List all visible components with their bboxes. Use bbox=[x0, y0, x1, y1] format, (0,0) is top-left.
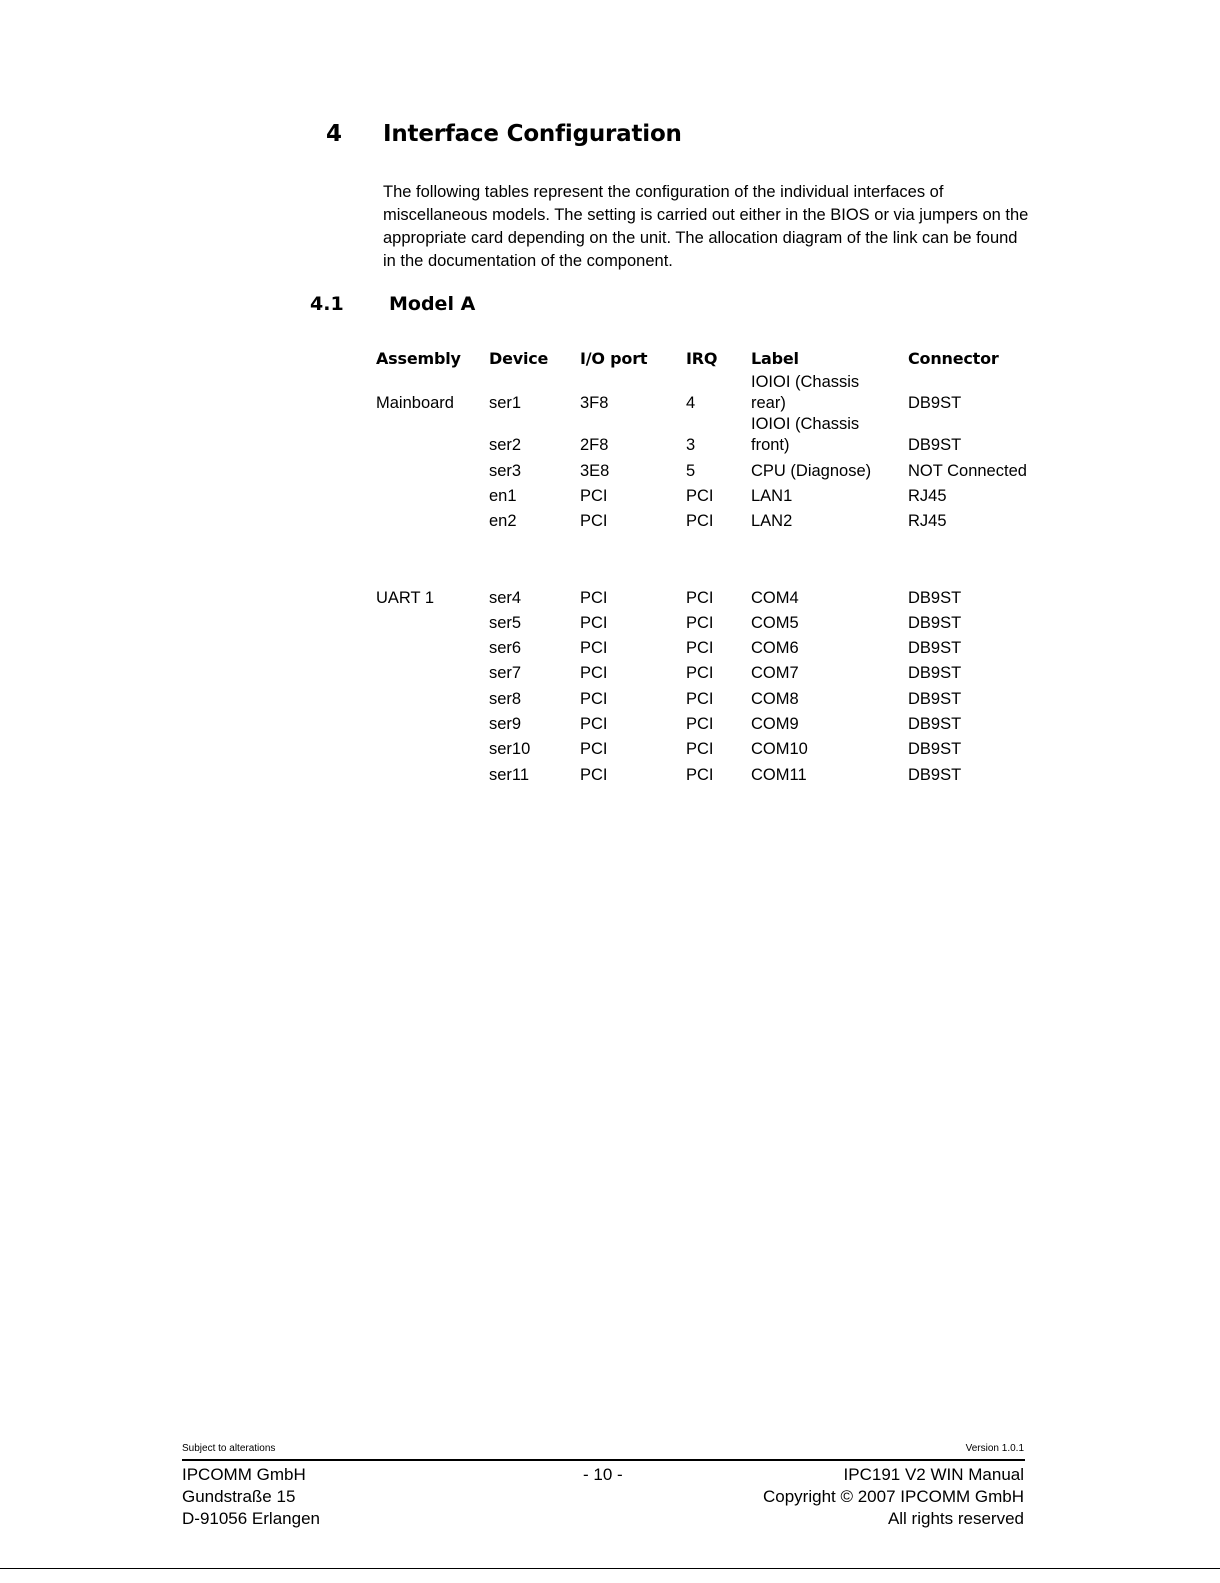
cell-io-port: PCI bbox=[580, 589, 608, 607]
cell-label: LAN1 bbox=[751, 487, 793, 505]
cell-io-port: 3E8 bbox=[580, 462, 610, 480]
cell-device: ser6 bbox=[489, 639, 522, 657]
cell-device: ser11 bbox=[489, 766, 530, 784]
cell-irq: 5 bbox=[686, 462, 696, 480]
footer-address bbox=[182, 1464, 320, 1530]
cell-device: en2 bbox=[489, 512, 517, 530]
subsection-title: Model A bbox=[389, 293, 476, 315]
cell-connector: DB9ST bbox=[908, 436, 962, 454]
header-irq: IRQ bbox=[686, 349, 718, 368]
cell-irq: PCI bbox=[686, 614, 714, 632]
cell-label-line1: IOIOI (Chassis bbox=[751, 415, 860, 433]
cell-connector: DB9ST bbox=[908, 394, 962, 412]
cell-irq: PCI bbox=[686, 639, 714, 657]
cell-irq: PCI bbox=[686, 690, 714, 708]
cell-irq: PCI bbox=[686, 715, 714, 733]
cell-device: ser8 bbox=[489, 690, 522, 708]
cell-connector: DB9ST bbox=[908, 715, 962, 733]
cell-connector: DB9ST bbox=[908, 614, 962, 632]
header-io-port: I/O port bbox=[580, 349, 648, 368]
cell-io-port: PCI bbox=[580, 766, 608, 784]
footer-copyright: Copyright © 2007 IPCOMM GmbH bbox=[763, 1487, 1024, 1506]
cell-irq: 3 bbox=[686, 436, 696, 454]
cell-label-line2: front) bbox=[751, 436, 790, 454]
cell-connector: DB9ST bbox=[908, 664, 962, 682]
cell-connector: DB9ST bbox=[908, 589, 962, 607]
section-title: Interface Configuration bbox=[383, 121, 682, 147]
cell-label-line2: rear) bbox=[751, 394, 786, 412]
cell-connector: DB9ST bbox=[908, 690, 962, 708]
cell-device: ser10 bbox=[489, 740, 531, 758]
cell-irq: PCI bbox=[686, 487, 714, 505]
header-assembly: Assembly bbox=[376, 349, 461, 368]
cell-irq: PCI bbox=[686, 664, 714, 682]
footer-city: D-91056 Erlangen bbox=[182, 1509, 320, 1528]
cell-device: en1 bbox=[489, 487, 517, 505]
cell-irq: 4 bbox=[686, 394, 696, 412]
cell-device: ser4 bbox=[489, 589, 522, 607]
cell-io-port: PCI bbox=[580, 512, 608, 530]
cell-device: ser1 bbox=[489, 394, 522, 412]
cell-io-port: PCI bbox=[580, 740, 608, 758]
footer-company: IPCOMM GmbH bbox=[182, 1465, 306, 1484]
cell-label: COM6 bbox=[751, 639, 799, 657]
cell-irq: PCI bbox=[686, 740, 714, 758]
cell-label: CPU (Diagnose) bbox=[751, 462, 872, 480]
cell-io-port: 3F8 bbox=[580, 394, 609, 412]
cell-connector: NOT Connected bbox=[908, 462, 1027, 480]
footer-street: Gundstraße 15 bbox=[182, 1487, 296, 1506]
cell-label: COM5 bbox=[751, 614, 799, 632]
cell-connector: RJ45 bbox=[908, 487, 947, 505]
page-edge-line bbox=[0, 1568, 1220, 1569]
cell-irq: PCI bbox=[686, 512, 714, 530]
cell-connector: DB9ST bbox=[908, 639, 962, 657]
cell-io-port: PCI bbox=[580, 487, 608, 505]
cell-device: ser3 bbox=[489, 462, 522, 480]
cell-io-port: PCI bbox=[580, 690, 608, 708]
cell-connector: DB9ST bbox=[908, 740, 962, 758]
cell-io-port: PCI bbox=[580, 639, 608, 657]
cell-label: COM4 bbox=[751, 589, 799, 607]
header-device: Device bbox=[489, 349, 549, 368]
cell-io-port: PCI bbox=[580, 715, 608, 733]
footer-manual-title: IPC191 V2 WIN Manual bbox=[843, 1465, 1024, 1484]
cell-irq: PCI bbox=[686, 589, 714, 607]
cell-label: COM7 bbox=[751, 664, 799, 682]
cell-label: COM8 bbox=[751, 690, 799, 708]
cell-io-port: 2F8 bbox=[580, 436, 609, 454]
footer-version: Version 1.0.1 bbox=[965, 1443, 1024, 1454]
cell-label: LAN2 bbox=[751, 512, 793, 530]
subsection-number: 4.1 bbox=[310, 293, 344, 315]
cell-label: COM10 bbox=[751, 740, 808, 758]
page-number: - 10 - bbox=[583, 1465, 623, 1484]
cell-label: COM11 bbox=[751, 766, 807, 784]
cell-io-port: PCI bbox=[580, 664, 608, 682]
cell-irq: PCI bbox=[686, 766, 714, 784]
cell-assembly: UART 1 bbox=[376, 589, 435, 607]
footer-rights: All rights reserved bbox=[887, 1509, 1024, 1528]
header-connector: Connector bbox=[908, 349, 999, 368]
header-label: Label bbox=[751, 349, 799, 368]
cell-device: ser9 bbox=[489, 715, 522, 733]
cell-connector: DB9ST bbox=[908, 766, 962, 784]
cell-device: ser7 bbox=[489, 664, 522, 682]
section-number: 4 bbox=[326, 121, 342, 147]
cell-device: ser2 bbox=[489, 436, 522, 454]
cell-device: ser5 bbox=[489, 614, 522, 632]
cell-io-port: PCI bbox=[580, 614, 608, 632]
cell-label-line1: IOIOI (Chassis bbox=[751, 373, 860, 391]
footer-document-info bbox=[763, 1464, 1024, 1530]
footer-divider bbox=[182, 1459, 1025, 1461]
footer-subject-note: Subject to alterations bbox=[182, 1443, 276, 1454]
cell-label: COM9 bbox=[751, 715, 799, 733]
intro-paragraph: The following tables represent the configuration of the individual interfaces of miscellaneous models. The setting is carried out either in the BIOS or via jumpers on the appropriate card depending on the unit. The allocation diagram of the link can be found in the documentation of the component. bbox=[383, 183, 1029, 270]
cell-assembly: Mainboard bbox=[376, 394, 454, 412]
cell-connector: RJ45 bbox=[908, 512, 947, 530]
